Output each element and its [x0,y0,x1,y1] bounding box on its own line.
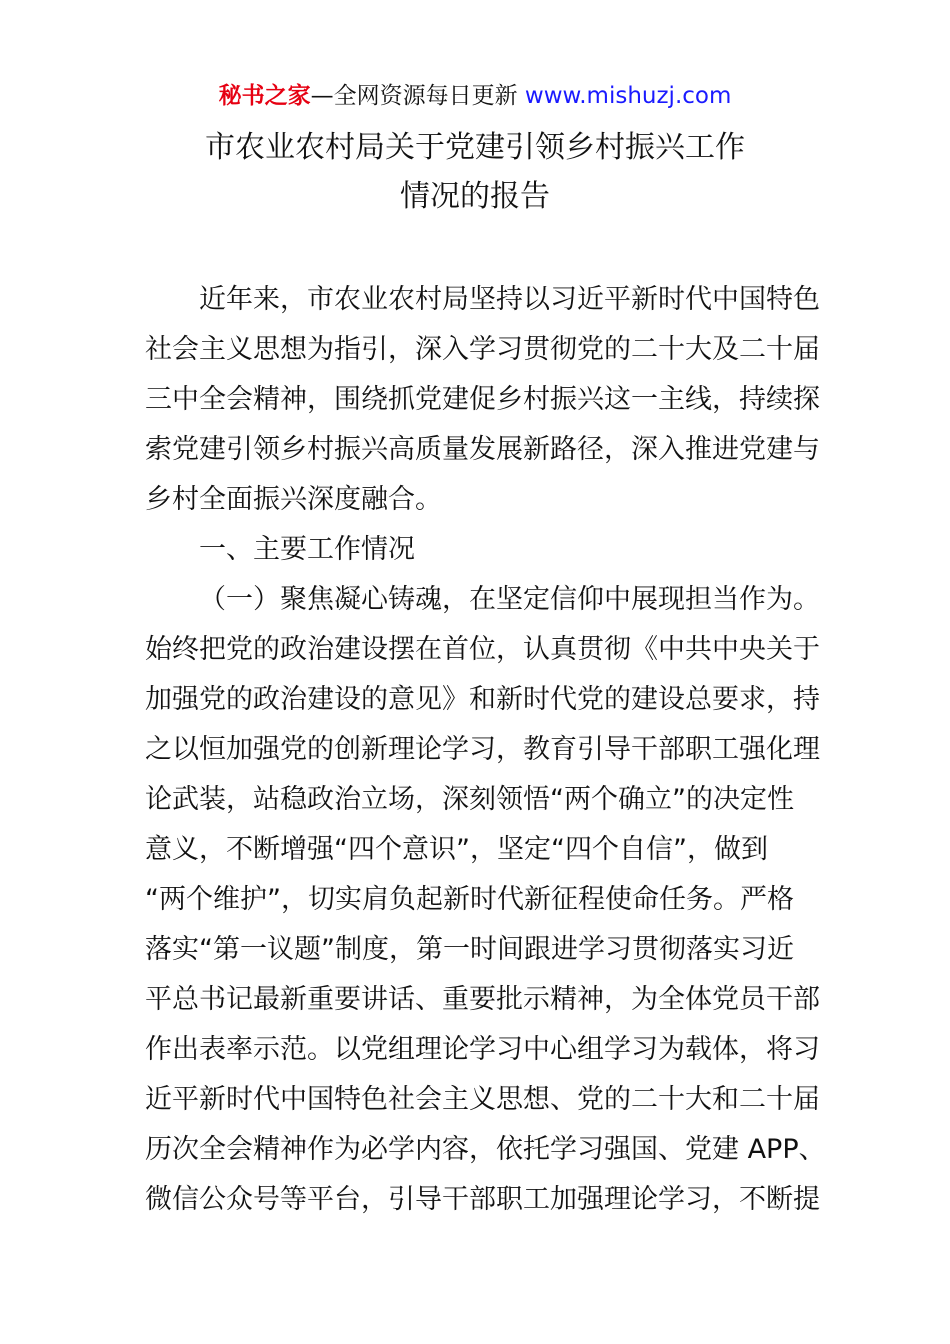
document-line: 微信公众号等平台，引导干部职工加强理论学习，不断提 [145,1184,820,1215]
brand-name: 秘书之家 [218,83,311,109]
document-body [145,275,826,1225]
document-line: 索党建引领乡村振兴高质量发展新路径，深入推进党建与 [145,434,820,465]
document-line: 社会主义思想为指引，深入学习贯彻党的二十大及二十届 [145,334,820,365]
document-line: 意义，不断增强“四个意识”，坚定“四个自信”，做到 [145,834,768,865]
document-line: 论武装，站稳政治立场，深刻领悟“两个确立”的决定性 [145,784,794,815]
document-line: 近平新时代中国特色社会主义思想、党的二十大和二十届 [145,1084,820,1115]
document-line: 落实“第一议题”制度，第一时间跟进学习贯彻落实习近 [145,934,794,965]
document-title-line-1: 市农业农村局关于党建引领乡村振兴工作 [205,130,745,165]
document-line: 始终把党的政治建设摆在首位，认真贯彻《中共中央关于 [145,634,820,665]
document-line: 三中全会精神，围绕抓党建促乡村振兴这一主线，持续探 [145,384,820,415]
document-line: 之以恒加强党的创新理论学习，教育引导干部职工强化理 [145,734,820,765]
document-line: “两个维护”，切实肩负起新时代新征程使命任务。严格 [145,884,794,915]
document-title-line-2: 情况的报告 [400,179,550,214]
document-line: （一）聚焦凝心铸魂，在坚定信仰中展现担当作为。 [199,584,820,615]
document-line: 一、主要工作情况 [199,534,415,565]
header-tagline: —全网资源每日更新 [310,83,518,109]
document-line: 历次全会精神作为必学内容，依托学习强国、党建 APP、 [145,1134,826,1165]
document-line: 加强党的政治建设的意见》和新时代党的建设总要求，持 [145,684,820,715]
site-header [0,78,950,114]
document-line: 平总书记最新重要讲话、重要批示精神，为全体党员干部 [145,984,820,1015]
document-line: 乡村全面振兴深度融合。 [145,484,442,515]
site-url-link[interactable]: www.mishuzj.com [524,83,732,109]
document-line: 作出表率示范。以党组理论学习中心组学习为载体，将习 [145,1034,820,1065]
document-line: 近年来，市农业农村局坚持以习近平新时代中国特色 [199,284,820,315]
